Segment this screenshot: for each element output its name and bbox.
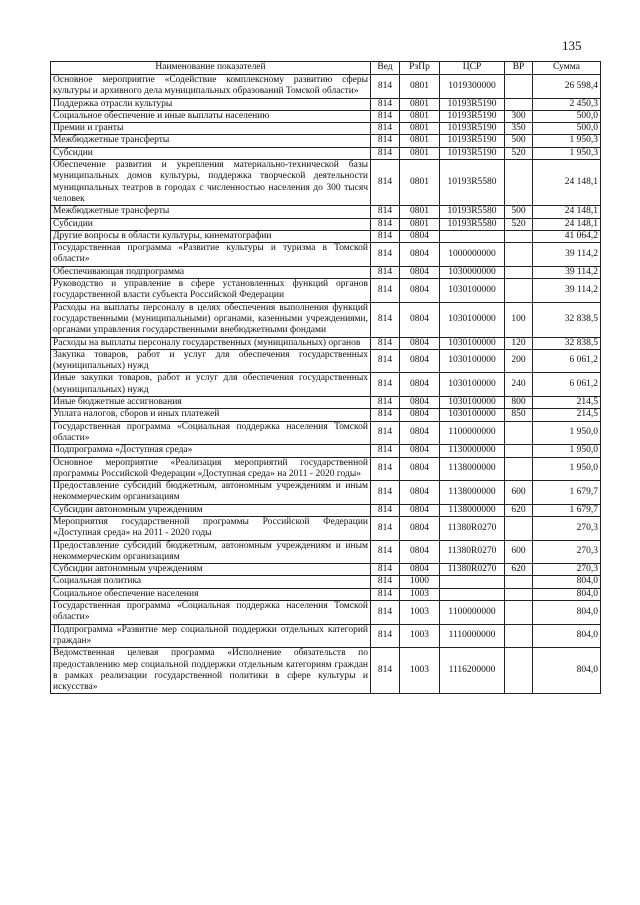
row-name: Государственная программа «Социальная поддержка населения Томской области» — [51, 601, 371, 625]
row-ved: 814 — [371, 302, 400, 337]
row-rzpr: 0804 — [400, 540, 440, 564]
row-sum: 41 064,2 — [533, 230, 601, 242]
row-name: Расходы на выплаты персоналу в целях обеспечения выполнения функций государственными (муниципальными) органами, казенными учреждениями, органами управления государственными внебюджетными фондами — [51, 302, 371, 337]
row-sum: 804,0 — [533, 588, 601, 600]
row-sum: 1 950,3 — [533, 135, 601, 147]
row-sum: 24 148,1 — [533, 160, 601, 206]
row-name: Закупка товаров, работ и услуг для обеспечения государственных (муниципальных) нужд — [51, 349, 371, 373]
row-ved: 814 — [371, 576, 400, 588]
row-rzpr: 0804 — [400, 266, 440, 278]
row-vr: 500 — [505, 135, 533, 147]
row-ved: 814 — [371, 564, 400, 576]
row-vr — [505, 243, 533, 267]
row-sum: 6 061,2 — [533, 349, 601, 373]
row-sum: 24 148,1 — [533, 218, 601, 230]
table-row — [51, 397, 601, 409]
row-vr — [505, 576, 533, 588]
row-name: Поддержка отрасли культуры — [51, 98, 371, 110]
row-rzpr: 0801 — [400, 160, 440, 206]
budget-table — [50, 61, 601, 694]
row-rzpr: 0801 — [400, 75, 440, 99]
row-csr: 10193R5580 — [440, 160, 505, 206]
row-sum: 32 838,5 — [533, 302, 601, 337]
row-vr: 300 — [505, 110, 533, 122]
table-row — [51, 160, 601, 206]
row-csr: 1030100000 — [440, 279, 505, 303]
header-ved: Вед — [371, 62, 400, 75]
row-name: Социальное обеспечение и иные выплаты населению — [51, 110, 371, 122]
row-vr: 500 — [505, 206, 533, 218]
row-name: Уплата налогов, сборов и иных платежей — [51, 409, 371, 421]
row-sum: 804,0 — [533, 624, 601, 648]
row-sum: 804,0 — [533, 648, 601, 694]
row-vr: 520 — [505, 147, 533, 159]
row-rzpr: 0801 — [400, 98, 440, 110]
table-row — [51, 457, 601, 481]
table-row — [51, 349, 601, 373]
table-row — [51, 540, 601, 564]
row-ved: 814 — [371, 540, 400, 564]
table-row — [51, 481, 601, 505]
table-row — [51, 504, 601, 516]
row-csr: 10193R5190 — [440, 110, 505, 122]
row-sum: 39 114,2 — [533, 279, 601, 303]
table-body — [51, 75, 601, 694]
table-row — [51, 243, 601, 267]
row-name: Социальное обеспечение населения — [51, 588, 371, 600]
row-ved: 814 — [371, 445, 400, 457]
row-rzpr: 1003 — [400, 601, 440, 625]
row-sum: 1 679,7 — [533, 504, 601, 516]
row-name: Ведомственная целевая программа «Исполнение обязательств по предоставлению мер социальной поддержки отдельным категориям граждан в рамках реализации государственной политики в сфере культуры и искусства» — [51, 648, 371, 694]
row-name: Мероприятия государственной программы Российской Федерации «Доступная среда» на 2011 - 2020 годы — [51, 516, 371, 540]
row-ved: 814 — [371, 243, 400, 267]
row-sum: 39 114,2 — [533, 266, 601, 278]
table-row — [51, 588, 601, 600]
row-name: Иные бюджетные ассигнования — [51, 397, 371, 409]
row-name: Руководство и управление в сфере установленных функций органов государственной власти субъекта Российской Федерации — [51, 279, 371, 303]
row-name: Подпрограмма «Доступная среда» — [51, 445, 371, 457]
row-sum: 270,3 — [533, 516, 601, 540]
row-sum: 270,3 — [533, 540, 601, 564]
row-ved: 814 — [371, 135, 400, 147]
row-ved: 814 — [371, 516, 400, 540]
row-sum: 32 838,5 — [533, 337, 601, 349]
row-vr — [505, 445, 533, 457]
table-row — [51, 110, 601, 122]
row-ved: 814 — [371, 457, 400, 481]
row-rzpr: 0804 — [400, 564, 440, 576]
row-ved: 814 — [371, 504, 400, 516]
table-row — [51, 302, 601, 337]
row-sum: 39 114,2 — [533, 243, 601, 267]
row-rzpr: 0801 — [400, 123, 440, 135]
table-row — [51, 648, 601, 694]
row-vr: 120 — [505, 337, 533, 349]
row-sum: 270,3 — [533, 564, 601, 576]
header-sum: Сумма — [533, 62, 601, 75]
row-vr — [505, 648, 533, 694]
row-ved: 814 — [371, 279, 400, 303]
table-row — [51, 601, 601, 625]
row-csr: 1030000000 — [440, 266, 505, 278]
header-csr: ЦСР — [440, 62, 505, 75]
row-sum: 24 148,1 — [533, 206, 601, 218]
row-csr: 1030100000 — [440, 373, 505, 397]
row-ved: 814 — [371, 230, 400, 242]
row-vr — [505, 624, 533, 648]
row-csr — [440, 576, 505, 588]
row-csr: 1100000000 — [440, 601, 505, 625]
row-vr — [505, 279, 533, 303]
row-rzpr: 1003 — [400, 624, 440, 648]
table-row — [51, 147, 601, 159]
row-vr: 520 — [505, 218, 533, 230]
row-rzpr: 0801 — [400, 218, 440, 230]
row-name: Межбюджетные трансферты — [51, 206, 371, 218]
row-csr: 10193R5580 — [440, 218, 505, 230]
row-sum: 214,5 — [533, 397, 601, 409]
row-csr: 10193R5190 — [440, 135, 505, 147]
row-ved: 814 — [371, 98, 400, 110]
row-ved: 814 — [371, 218, 400, 230]
row-name: Премии и гранты — [51, 123, 371, 135]
row-vr — [505, 601, 533, 625]
row-ved: 814 — [371, 147, 400, 159]
row-sum: 500,0 — [533, 110, 601, 122]
row-ved: 814 — [371, 75, 400, 99]
table-row — [51, 409, 601, 421]
row-name: Субсидии автономным учреждениям — [51, 564, 371, 576]
row-csr: 11380R0270 — [440, 516, 505, 540]
row-csr: 1030100000 — [440, 337, 505, 349]
row-name: Предоставление субсидий бюджетным, автономным учреждениям и иным некоммерческим организациям — [51, 540, 371, 564]
row-rzpr: 0801 — [400, 135, 440, 147]
row-rzpr: 0804 — [400, 279, 440, 303]
row-csr: 10193R5190 — [440, 147, 505, 159]
table-row — [51, 373, 601, 397]
table-row — [51, 230, 601, 242]
table-row — [51, 337, 601, 349]
row-name: Государственная программа «Социальная поддержка населения Томской области» — [51, 421, 371, 445]
row-rzpr: 0804 — [400, 409, 440, 421]
row-name: Обеспечение развития и укрепления материально-технической базы муниципальных домов культуры, поддержка творческой деятельности муниципальных театров в городах с численностью населения до 300 тысяч человек — [51, 160, 371, 206]
row-rzpr: 0801 — [400, 110, 440, 122]
row-vr — [505, 160, 533, 206]
table-row — [51, 279, 601, 303]
row-rzpr: 0804 — [400, 349, 440, 373]
table-row — [51, 98, 601, 110]
table-row — [51, 516, 601, 540]
table-row — [51, 266, 601, 278]
row-sum: 1 950,3 — [533, 147, 601, 159]
row-rzpr: 0804 — [400, 421, 440, 445]
row-vr — [505, 98, 533, 110]
row-name: Другие вопросы в области культуры, кинематографии — [51, 230, 371, 242]
row-csr — [440, 588, 505, 600]
header-vr: ВР — [505, 62, 533, 75]
header-name: Наименование показателей — [51, 62, 371, 75]
table-row — [51, 576, 601, 588]
table-row — [51, 624, 601, 648]
row-csr: 1138000000 — [440, 504, 505, 516]
row-vr — [505, 516, 533, 540]
row-csr: 1130000000 — [440, 445, 505, 457]
row-ved: 814 — [371, 206, 400, 218]
row-vr: 240 — [505, 373, 533, 397]
table-row — [51, 218, 601, 230]
row-vr: 850 — [505, 409, 533, 421]
row-vr — [505, 266, 533, 278]
row-vr: 600 — [505, 481, 533, 505]
row-ved: 814 — [371, 110, 400, 122]
row-sum: 804,0 — [533, 576, 601, 588]
row-csr: 1116200000 — [440, 648, 505, 694]
row-ved: 814 — [371, 266, 400, 278]
row-sum: 500,0 — [533, 123, 601, 135]
row-csr: 11380R0270 — [440, 540, 505, 564]
row-rzpr: 1003 — [400, 648, 440, 694]
row-vr — [505, 457, 533, 481]
row-csr: 1138000000 — [440, 481, 505, 505]
row-ved: 814 — [371, 409, 400, 421]
row-ved: 814 — [371, 397, 400, 409]
row-name: Субсидии — [51, 218, 371, 230]
row-csr: 1138000000 — [440, 457, 505, 481]
row-rzpr: 0804 — [400, 230, 440, 242]
row-csr: 1000000000 — [440, 243, 505, 267]
row-rzpr: 0804 — [400, 397, 440, 409]
table-row — [51, 135, 601, 147]
header-rzpr: РзПр — [400, 62, 440, 75]
row-vr: 100 — [505, 302, 533, 337]
row-vr: 620 — [505, 564, 533, 576]
row-csr: 1030100000 — [440, 397, 505, 409]
row-name: Предоставление субсидий бюджетным, автономным учреждениям и иным некоммерческим организациям — [51, 481, 371, 505]
table-header-row — [51, 62, 601, 75]
row-rzpr: 0804 — [400, 516, 440, 540]
row-ved: 814 — [371, 624, 400, 648]
row-vr — [505, 75, 533, 99]
row-rzpr: 0804 — [400, 481, 440, 505]
row-vr: 620 — [505, 504, 533, 516]
table-row — [51, 564, 601, 576]
row-vr — [505, 588, 533, 600]
row-ved: 814 — [371, 160, 400, 206]
row-name: Основное мероприятие «Реализация мероприятий государственной программы Российской Федерации «Доступная среда» на 2011 - 2020 годы» — [51, 457, 371, 481]
row-name: Субсидии автономным учреждениям — [51, 504, 371, 516]
row-csr: 10193R5190 — [440, 98, 505, 110]
row-name: Обеспечивающая подпрограмма — [51, 266, 371, 278]
table-row — [51, 421, 601, 445]
row-csr: 1030100000 — [440, 302, 505, 337]
row-ved: 814 — [371, 601, 400, 625]
table-row — [51, 75, 601, 99]
row-rzpr: 0804 — [400, 243, 440, 267]
row-csr: 1100000000 — [440, 421, 505, 445]
row-sum: 804,0 — [533, 601, 601, 625]
table-row — [51, 206, 601, 218]
page-number: 135 — [562, 38, 582, 53]
row-rzpr: 0804 — [400, 337, 440, 349]
row-csr: 1019300000 — [440, 75, 505, 99]
table-row — [51, 123, 601, 135]
row-rzpr: 0804 — [400, 504, 440, 516]
row-csr: 1030100000 — [440, 409, 505, 421]
row-vr — [505, 230, 533, 242]
row-vr: 350 — [505, 123, 533, 135]
row-rzpr: 1000 — [400, 576, 440, 588]
row-csr: 10193R5190 — [440, 123, 505, 135]
row-sum: 26 598,4 — [533, 75, 601, 99]
row-sum: 1 950,0 — [533, 457, 601, 481]
row-sum: 1 679,7 — [533, 481, 601, 505]
row-name: Расходы на выплаты персоналу государственных (муниципальных) органов — [51, 337, 371, 349]
row-ved: 814 — [371, 123, 400, 135]
row-csr — [440, 230, 505, 242]
row-name: Иные закупки товаров, работ и услуг для обеспечения государственных (муниципальных) нужд — [51, 373, 371, 397]
row-rzpr: 1003 — [400, 588, 440, 600]
row-vr: 800 — [505, 397, 533, 409]
row-name: Субсидии — [51, 147, 371, 159]
row-vr — [505, 421, 533, 445]
row-ved: 814 — [371, 373, 400, 397]
row-ved: 814 — [371, 481, 400, 505]
row-sum: 2 450,3 — [533, 98, 601, 110]
row-rzpr: 0804 — [400, 373, 440, 397]
row-ved: 814 — [371, 648, 400, 694]
row-vr: 200 — [505, 349, 533, 373]
row-name: Межбюджетные трансферты — [51, 135, 371, 147]
row-sum: 6 061,2 — [533, 373, 601, 397]
row-name: Подпрограмма «Развитие мер социальной поддержки отдельных категорий граждан» — [51, 624, 371, 648]
row-rzpr: 0804 — [400, 302, 440, 337]
row-csr: 10193R5580 — [440, 206, 505, 218]
row-csr: 11380R0270 — [440, 564, 505, 576]
row-sum: 214,5 — [533, 409, 601, 421]
table-row — [51, 445, 601, 457]
row-name: Основное мероприятие «Содействие комплексному развитию сферы культуры и архивного дела муниципальных образований Томской области» — [51, 75, 371, 99]
row-rzpr: 0801 — [400, 206, 440, 218]
row-sum: 1 950,0 — [533, 445, 601, 457]
row-sum: 1 950,0 — [533, 421, 601, 445]
row-csr: 1110000000 — [440, 624, 505, 648]
row-vr: 600 — [505, 540, 533, 564]
row-ved: 814 — [371, 349, 400, 373]
row-csr: 1030100000 — [440, 349, 505, 373]
row-rzpr: 0804 — [400, 457, 440, 481]
row-name: Социальная политика — [51, 576, 371, 588]
row-name: Государственная программа «Развитие культуры и туризма в Томской области» — [51, 243, 371, 267]
row-ved: 814 — [371, 421, 400, 445]
row-rzpr: 0804 — [400, 445, 440, 457]
row-rzpr: 0801 — [400, 147, 440, 159]
row-ved: 814 — [371, 588, 400, 600]
row-ved: 814 — [371, 337, 400, 349]
